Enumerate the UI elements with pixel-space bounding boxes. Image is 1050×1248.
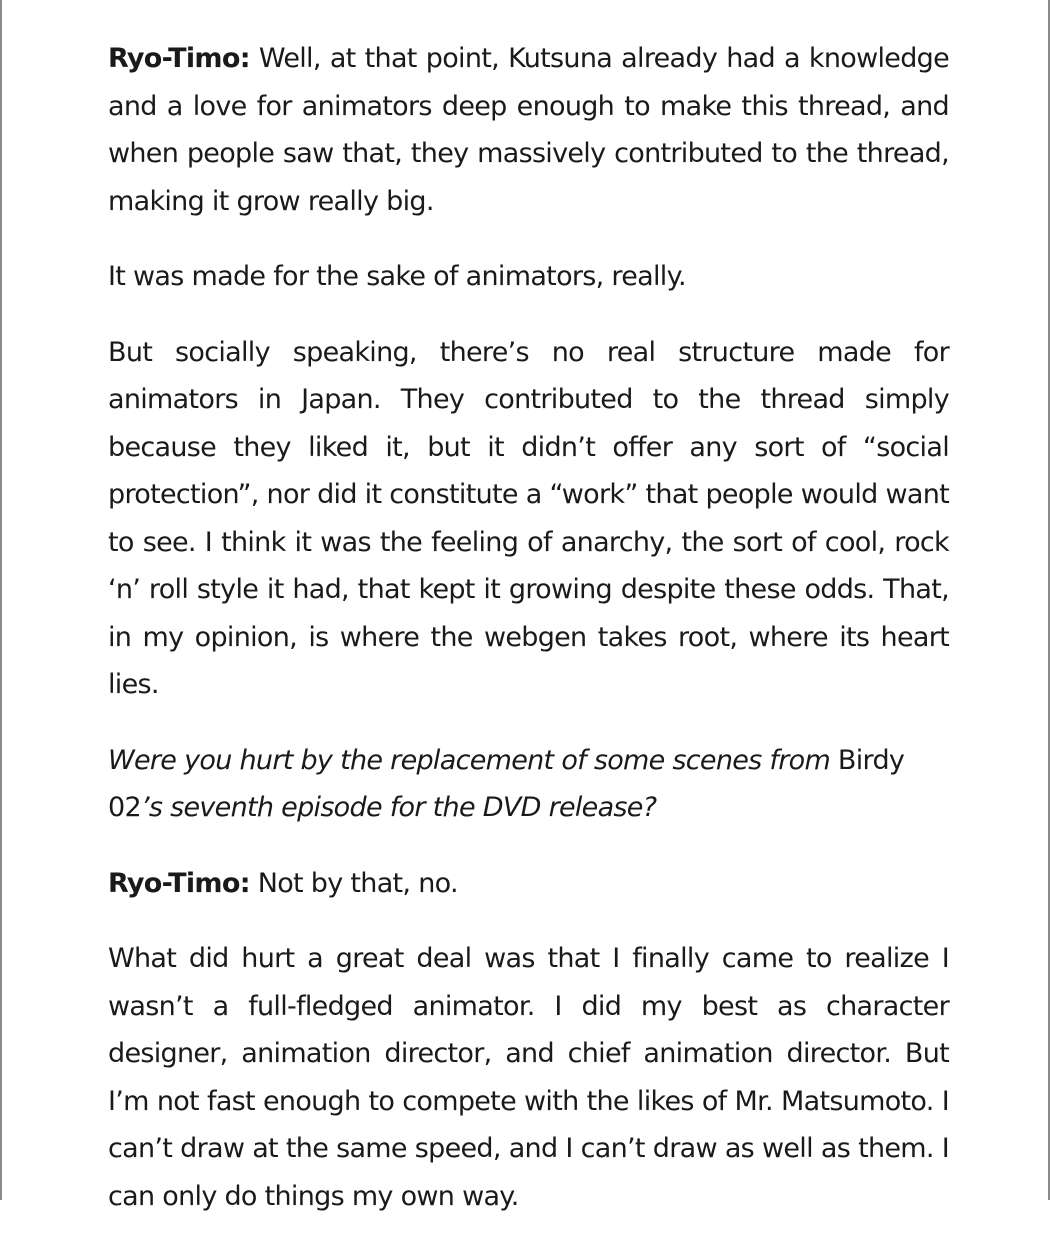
answer-text: Well, at that point, Kutsuna already had a knowledge and a love for animators deep enough to make this thread, and when people saw that, they massively contributed to the thread, making it grow really big. bbox=[108, 43, 949, 217]
paragraph-6: What did hurt a great deal was that I finally came to realize I wasn’t a full-fledged animator. I did my best as character designer, animation director, and chief animation director. But I’m not fast enough to compete with the likes of Mr. Matsumoto. I can’t draw at the same speed, and I can’t draw as well as them. I can only do things my own way. bbox=[108, 943, 949, 1212]
answer-paragraph-1 bbox=[108, 35, 949, 225]
work-title: Birdy 02 bbox=[108, 744, 905, 823]
paragraph-3: But socially speaking, there’s no real structure made for animators in Japan. They contributed to the thread simply because they liked it, but it didn’t offer any sort of “social protection”, nor did it constitute a “work” that people would want to see. I think it was the feeling of anarchy, the sort of cool, rock ‘n’ roll style it had, that kept it growing despite these odds. That, in my opinion, is where the webgen takes root, where its heart lies. bbox=[108, 336, 949, 700]
paragraph-2: It was made for the sake of animators, really. bbox=[108, 261, 686, 292]
speaker-label: Ryo-Timo: bbox=[108, 43, 250, 74]
speaker-label: Ryo-Timo: bbox=[108, 867, 250, 899]
question-text-start: Were you hurt by the replacement of some scenes from bbox=[108, 744, 838, 776]
question-text-end: ’s seventh episode for the DVD release? bbox=[140, 792, 657, 823]
answer-text: Not by that, no. bbox=[257, 867, 458, 899]
interview-question bbox=[108, 737, 949, 832]
answer-paragraph-2 bbox=[108, 860, 949, 908]
article-body bbox=[108, 35, 949, 1248]
page-left-border bbox=[0, 0, 2, 1200]
